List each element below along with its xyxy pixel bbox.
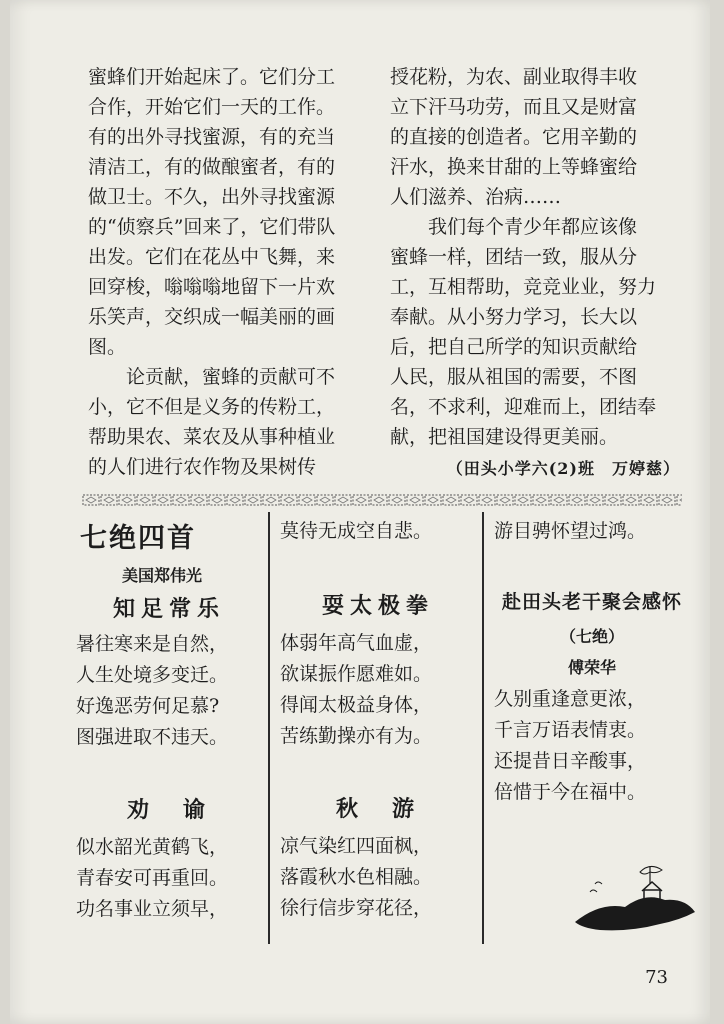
poem-line: 功名事业立须早， xyxy=(76,898,229,920)
poem-line: 落霞秋水色相融。 xyxy=(280,866,433,888)
text-line: 授花粉，为农、副业取得丰收 xyxy=(390,66,638,88)
text-line: 的人们进行农作物及果树传 xyxy=(88,456,317,478)
poem-line: 游目骋怀望过鸿。 xyxy=(494,520,647,542)
poem-line: 得闻太极益身体， xyxy=(280,694,433,716)
text-line: 乐笑声，交织成一幅美丽的画 xyxy=(88,306,336,328)
text-line: 蜜蜂们开始起床了。它们分工 xyxy=(88,66,336,88)
text-line: 蜜蜂一样，团结一致，服从分 xyxy=(390,246,638,268)
poem-body xyxy=(280,831,476,924)
poem-body xyxy=(76,629,262,753)
poem-line: 似水韶光黄鹤飞， xyxy=(76,836,229,858)
text-line: 的直接的创造者。它用辛勤的 xyxy=(390,126,638,148)
poem-title: 耍太极拳 xyxy=(321,593,434,619)
article-signature: （田头小学六(2)班 万婷慈） xyxy=(446,459,680,478)
poem-body xyxy=(494,684,690,808)
poem-title: 秋 游 xyxy=(335,796,420,822)
text-line: 小，它不但是义务的传粉工， xyxy=(88,396,336,418)
text-line: 献，把祖国建设得更美丽。 xyxy=(390,426,619,448)
poem-body xyxy=(280,628,476,752)
article-column-left xyxy=(88,62,374,482)
column-separator xyxy=(268,512,270,944)
page-number: 73 xyxy=(645,967,668,988)
poem-line: 徐行信步穿花径， xyxy=(280,897,433,919)
poem-line: 久别重逢意更浓， xyxy=(494,688,647,710)
poem-line: 体弱年高气血虚， xyxy=(280,632,433,654)
text-line: 的“侦察兵”回来了，它们带队 xyxy=(88,216,336,238)
text-line: 人民，服从祖国的需要，不图 xyxy=(390,366,638,388)
text-line: 清洁工，有的做酿蜜者，有的 xyxy=(88,156,336,178)
poem-line: 青春安可再重回。 xyxy=(76,867,229,889)
article-column-right xyxy=(390,62,680,479)
poem-author: 傅荣华 xyxy=(567,658,616,677)
poem-line: 还提昔日辛酸事， xyxy=(494,750,647,772)
text-line: 做卫士。不久，出外寻找蜜源 xyxy=(88,186,336,208)
poem-line: 凉气染红四面枫， xyxy=(280,835,433,857)
article-text xyxy=(390,62,680,452)
poem-line: 倍惜于今在福中。 xyxy=(494,781,647,803)
text-line: 奉献。从小努力学习，长大以 xyxy=(390,306,638,328)
text-line: 立下汗马功劳，而且又是财富 xyxy=(390,96,638,118)
text-line: 论贡献，蜜蜂的贡献可不 xyxy=(126,366,336,388)
poem-title: 知足常乐 xyxy=(112,596,225,622)
book-page xyxy=(10,0,710,1024)
poems-column-middle xyxy=(280,516,476,924)
column-separator xyxy=(482,512,484,944)
text-line: 后，把自己所学的知识贡献给 xyxy=(390,336,638,358)
poem-line: 图强进取不违天。 xyxy=(76,726,229,748)
text-line: 我们每个青少年都应该像 xyxy=(428,216,638,238)
text-line: 工，互相帮助，竞竞业业，努力 xyxy=(390,276,657,298)
section-title: 七绝四首 xyxy=(80,523,196,554)
text-line: 帮助果农、菜农及从事种植业 xyxy=(88,426,336,448)
text-line: 人们滋养、治病…… xyxy=(390,186,562,208)
poem-line: 好逸恶劳何足慕? xyxy=(76,695,220,717)
poem-line: 千言万语表情衷。 xyxy=(494,719,647,741)
poem-line: 人生处境多变迁。 xyxy=(76,664,229,686)
article-text xyxy=(88,62,374,482)
poem-line: 苦练勤操亦有为。 xyxy=(280,725,433,747)
text-line: 回穿梭，嗡嗡嗡地留下一片欢 xyxy=(88,276,336,298)
poems-column-left xyxy=(76,516,262,925)
text-line: 名，不求利，迎难而上，团结奉 xyxy=(390,396,657,418)
poem-line: 莫待无成空自悲。 xyxy=(280,520,433,542)
text-line: 出发。它们在花丛中飞舞，来 xyxy=(88,246,336,268)
landscape-illustration xyxy=(570,862,700,942)
poem-author: 美国郑伟光 xyxy=(122,566,203,585)
poem-form: （七绝） xyxy=(559,627,624,646)
poem-line: 暑往寒来是自然， xyxy=(76,633,229,655)
poem-body xyxy=(76,832,262,925)
poems-column-right xyxy=(494,516,690,808)
ornamental-divider xyxy=(82,492,682,508)
poem-line: 欲谋振作愿难如。 xyxy=(280,663,433,685)
text-line: 有的出外寻找蜜源，有的充当 xyxy=(88,126,336,148)
text-line: 图。 xyxy=(88,336,127,358)
poem-title: 劝 谕 xyxy=(126,797,211,823)
poem-title: 赴田头老干聚会感怀 xyxy=(501,591,682,613)
text-line: 合作，开始它们一天的工作。 xyxy=(88,96,336,118)
text-line: 汗水，换来甘甜的上等蜂蜜给 xyxy=(390,156,638,178)
